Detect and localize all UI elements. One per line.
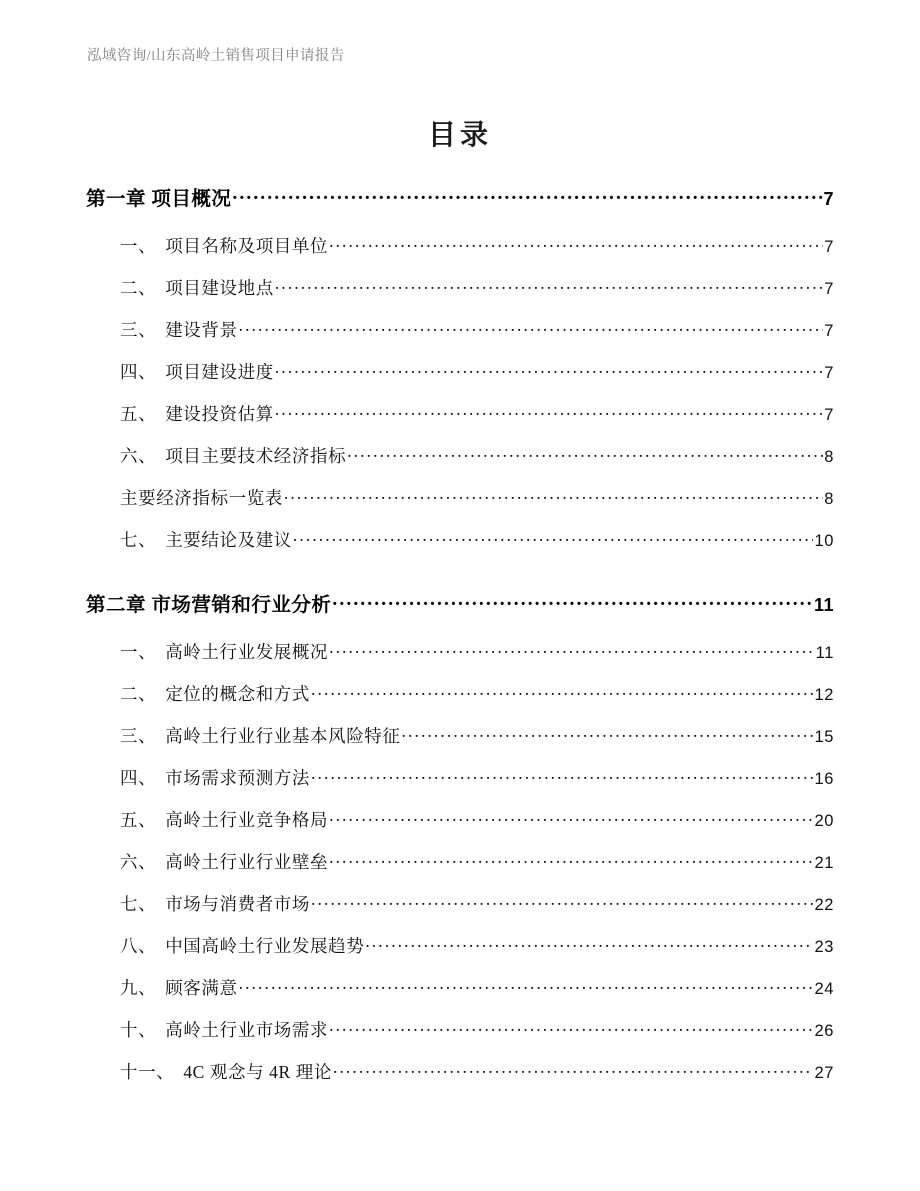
toc-entry-text: 主要结论及建议	[165, 530, 292, 550]
toc-page-number: 16	[814, 770, 834, 788]
toc-entry-text: 项目名称及项目单位	[165, 236, 329, 256]
toc-entry-number: 三、	[120, 726, 157, 746]
toc-entry-text: 中国高岭土行业发展趋势	[165, 936, 365, 956]
toc-entry-row[interactable]	[86, 443, 834, 485]
toc-entry-text: 定位的概念和方式	[165, 684, 311, 704]
toc-page-number: 10	[814, 532, 834, 550]
toc-entry-row[interactable]	[86, 275, 834, 317]
toc-page-number: 7	[824, 406, 834, 424]
toc-dot-leader	[275, 277, 823, 295]
toc-entry-label	[120, 485, 284, 510]
toc-dot-leader	[365, 935, 813, 953]
toc-dot-leader	[311, 767, 813, 785]
toc-entry-number: 十一、	[120, 1062, 175, 1082]
toc-entry-label	[120, 359, 275, 384]
toc-entry-number: 七、	[120, 894, 157, 914]
toc-page-number: 8	[824, 490, 834, 508]
toc-entry-number: 三、	[120, 320, 157, 340]
toc-entry-number: 二、	[120, 684, 157, 704]
toc-dot-leader	[311, 893, 813, 911]
toc-entry-label	[120, 933, 365, 958]
toc-page-number: 20	[814, 812, 834, 830]
toc-entry-text: 项目概况	[151, 189, 232, 210]
toc-entry-label	[120, 765, 311, 790]
toc-chapter-row[interactable]	[86, 181, 834, 221]
toc-entry-label	[120, 233, 329, 258]
toc-entry-number: 八、	[120, 936, 157, 956]
toc-entry-label	[86, 183, 232, 211]
page-title: 目录	[427, 120, 492, 151]
toc-page-number: 15	[814, 728, 834, 746]
toc-entry-text: 4C 观念与 4R 理论	[183, 1062, 332, 1082]
toc-entry-label	[120, 681, 311, 706]
toc-entry-number: 一、	[120, 642, 157, 662]
toc-entry-label	[120, 401, 275, 426]
toc-entry-label	[120, 1017, 329, 1042]
toc-page-number: 12	[814, 686, 834, 704]
toc-entry-row[interactable]	[86, 1017, 834, 1059]
toc-entry-row[interactable]	[86, 485, 834, 527]
toc-entry-label	[120, 317, 239, 342]
toc-dot-leader	[275, 403, 823, 421]
toc-entry-number: 第二章	[86, 595, 147, 616]
toc-entry-number: 六、	[120, 852, 157, 872]
toc-page-number: 8	[824, 448, 834, 466]
toc-entry-number: 七、	[120, 530, 157, 550]
toc-dot-leader	[329, 641, 815, 659]
toc-entry-label	[120, 975, 239, 1000]
toc-entry-number: 十、	[120, 1020, 157, 1040]
toc-entry-text: 高岭土行业竞争格局	[165, 810, 329, 830]
toc-entry-row[interactable]	[86, 933, 834, 975]
toc-page-number: 7	[823, 189, 834, 209]
toc-entry-row[interactable]	[86, 807, 834, 849]
toc-entry-label	[120, 723, 402, 748]
toc-dot-leader	[333, 1061, 813, 1079]
toc-page-number: 24	[814, 980, 834, 998]
toc-chapter-row[interactable]	[86, 587, 834, 627]
toc-dot-leader	[275, 361, 823, 379]
toc-entry-text: 市场需求预测方法	[165, 768, 311, 788]
toc-page-number: 7	[824, 364, 834, 382]
toc-entry-text: 高岭土行业发展概况	[165, 642, 329, 662]
toc-page-number: 26	[814, 1022, 834, 1040]
toc-entry-row[interactable]	[86, 233, 834, 275]
toc-entry-text: 市场与消费者市场	[165, 894, 311, 914]
toc-page-number: 11	[815, 644, 834, 662]
toc-entry-text: 高岭土行业行业壁垒	[165, 852, 329, 872]
toc-entry-text: 高岭土行业行业基本风险特征	[165, 726, 401, 746]
toc-entry-text: 顾客满意	[165, 978, 238, 998]
toc-dot-leader	[329, 851, 813, 869]
toc-entry-row[interactable]	[86, 681, 834, 723]
table-of-contents	[86, 181, 834, 1101]
toc-entry-text: 项目主要技术经济指标	[165, 446, 347, 466]
toc-entry-row[interactable]	[86, 849, 834, 891]
toc-entry-text: 市场营销和行业分析	[151, 595, 332, 616]
toc-entry-text: 高岭土行业市场需求	[165, 1020, 329, 1040]
toc-entry-text: 项目建设地点	[165, 278, 274, 298]
toc-entry-number: 四、	[120, 362, 157, 382]
toc-dot-leader	[293, 529, 814, 547]
toc-dot-leader	[232, 186, 822, 206]
toc-entry-number: 一、	[120, 236, 157, 256]
toc-entry-label	[120, 807, 329, 832]
toc-dot-leader	[239, 319, 824, 337]
toc-dot-leader	[329, 809, 813, 827]
toc-page-number: 7	[824, 322, 834, 340]
toc-page-number: 7	[824, 238, 834, 256]
toc-entry-row[interactable]	[86, 891, 834, 933]
toc-entry-row[interactable]	[86, 975, 834, 1017]
toc-entry-label	[120, 639, 329, 664]
toc-entry-label	[120, 443, 347, 468]
toc-entry-label	[86, 589, 332, 617]
toc-dot-leader	[347, 445, 823, 463]
toc-entry-row[interactable]	[86, 359, 834, 401]
toc-page-number: 27	[814, 1064, 834, 1082]
toc-dot-leader	[311, 683, 813, 701]
toc-dot-leader	[329, 235, 823, 253]
toc-entry-number: 五、	[120, 810, 157, 830]
toc-page-number: 23	[814, 938, 834, 956]
toc-entry-text: 项目建设进度	[165, 362, 274, 382]
toc-entry-row[interactable]	[86, 401, 834, 443]
toc-entry-row[interactable]	[86, 1059, 834, 1101]
toc-entry-row[interactable]	[86, 639, 834, 681]
toc-entry-number: 第一章	[86, 189, 147, 210]
toc-entry-label	[120, 527, 293, 552]
toc-entry-row[interactable]	[86, 317, 834, 359]
toc-entry-row[interactable]	[86, 723, 834, 765]
toc-entry-label	[120, 1059, 333, 1084]
toc-dot-leader	[239, 977, 814, 995]
toc-dot-leader	[402, 725, 814, 743]
toc-page-number: 11	[813, 595, 834, 615]
toc-entry-row[interactable]	[86, 527, 834, 569]
toc-entry-label	[120, 275, 275, 300]
toc-entry-number: 二、	[120, 278, 157, 298]
toc-entry-text: 建设投资估算	[165, 404, 274, 424]
toc-page-number: 22	[814, 896, 834, 914]
toc-entry-text: 主要经济指标一览表	[120, 488, 283, 508]
toc-dot-leader	[284, 487, 823, 505]
toc-entry-label	[120, 891, 311, 916]
toc-entry-text: 建设背景	[165, 320, 238, 340]
toc-dot-leader	[332, 592, 813, 612]
toc-page-number: 21	[814, 854, 834, 872]
running-header: 泓域咨询/山东高岭土销售项目申请报告	[87, 48, 345, 64]
toc-entry-label	[120, 849, 329, 874]
toc-dot-leader	[329, 1019, 813, 1037]
toc-entry-number: 四、	[120, 768, 157, 788]
toc-entry-number: 五、	[120, 404, 157, 424]
toc-entry-row[interactable]	[86, 765, 834, 807]
toc-entry-number: 九、	[120, 978, 157, 998]
toc-page-number: 7	[824, 280, 834, 298]
toc-entry-number: 六、	[120, 446, 157, 466]
